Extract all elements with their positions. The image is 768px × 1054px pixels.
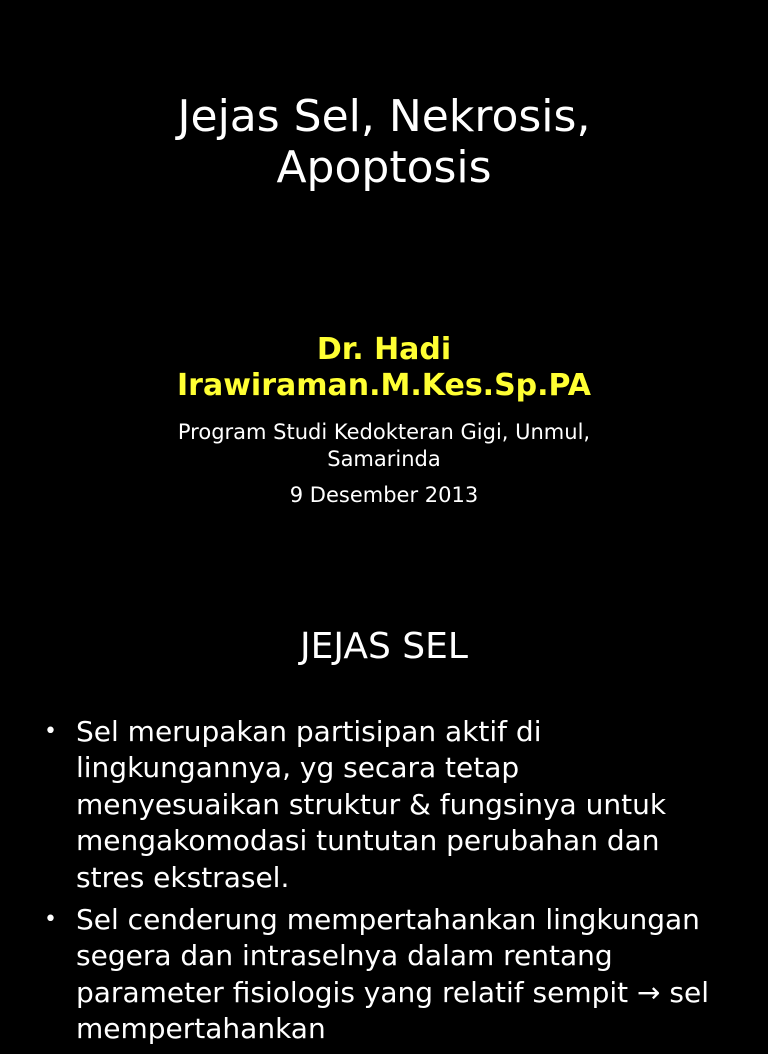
author-name bbox=[0, 332, 768, 404]
slide-jejas-sel bbox=[0, 576, 768, 1046]
title-line-1: Jejas Sel, Nekrosis, bbox=[177, 91, 591, 142]
bullet-list bbox=[40, 714, 730, 1054]
bullet-text: Sel merupakan partisipan aktif di lingkungannya, yg secara tetap menyesuaikan struktur & fungsinya untuk mengakomodasi tuntutan perubahan dan stres ekstrasel. bbox=[76, 715, 667, 894]
affiliation-line-2: Samarinda bbox=[327, 447, 441, 472]
slide-title-heading bbox=[0, 92, 768, 193]
presentation-date: 9 Desember 2013 bbox=[289, 483, 479, 507]
author-line-2: Irawiraman.M.Kes.Sp.PA bbox=[177, 368, 591, 403]
bullet-text: Sel cenderung mempertahankan lingkungan segera dan intraselnya dalam rentang parameter fisiologis yang relatif sempit → sel mempertahankan bbox=[76, 902, 710, 1046]
bullet-item bbox=[40, 902, 730, 1048]
affiliation bbox=[0, 419, 768, 474]
title-line-2: Apoptosis bbox=[276, 141, 492, 193]
affiliation-line-1: Program Studi Kedokteran Gigi, Unmul, bbox=[177, 420, 591, 444]
section-heading: JEJAS SEL bbox=[300, 626, 468, 667]
bullet-dot-icon: • bbox=[44, 906, 57, 932]
bullet-dot-icon: • bbox=[44, 719, 57, 744]
author-line-1: Dr. Hadi bbox=[316, 332, 452, 367]
bullet-item bbox=[40, 714, 730, 896]
